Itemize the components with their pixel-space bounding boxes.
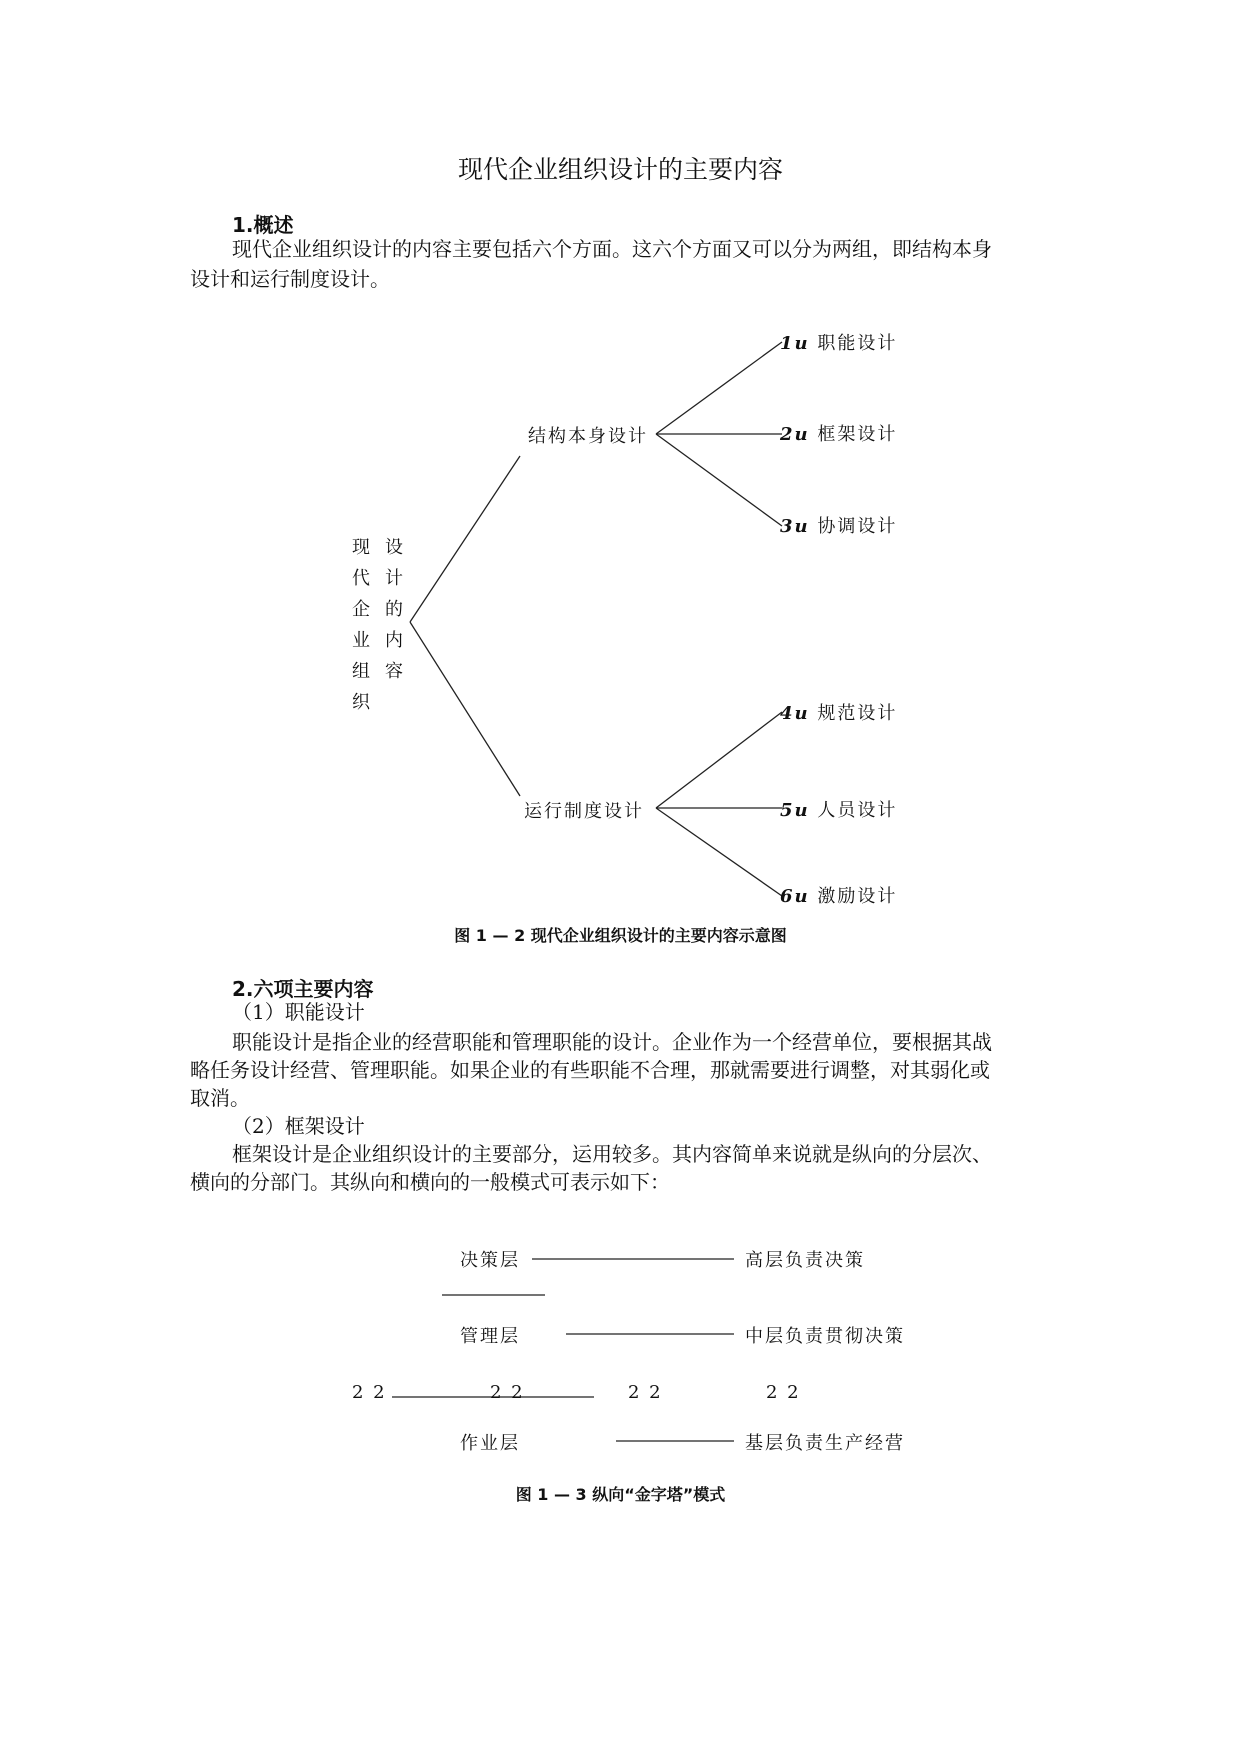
leaf-4 xyxy=(780,699,897,725)
upper-to-leaf1-line xyxy=(656,342,782,434)
section1-heading: 1.概述 xyxy=(232,213,294,237)
figure1-caption: 图 1 — 2 现代企业组织设计的主要内容示意图 xyxy=(454,926,787,945)
section1-paragraph-line1: 现代企业组织设计的内容主要包括六个方面。这六个方面又可以分为两组，即结构本身 xyxy=(232,237,992,261)
leaf-6 xyxy=(780,882,897,908)
section2-heading: 2.六项主要内容 xyxy=(232,977,374,1001)
root-label-col2: 设计的内容 xyxy=(385,537,403,682)
level-decision-desc: 高层负责决策 xyxy=(745,1250,865,1271)
root-to-upper-line xyxy=(410,456,520,622)
leaf-5-label: 人员设计 xyxy=(817,800,898,821)
leaf-3-label: 协调设计 xyxy=(817,516,898,537)
item1-line3: 取消。 xyxy=(190,1086,250,1110)
leaf-5-number: 5u xyxy=(780,800,810,821)
item1-line2: 略任务设计经营、管理职能。如果企业的有些职能不合理，那就需要进行调整，对其弱化或 xyxy=(190,1058,990,1082)
leaf-6-number: 6u xyxy=(780,886,810,907)
root-label-col1: 现代企业组织 xyxy=(352,537,370,713)
leaf-5 xyxy=(780,796,897,822)
leaf-4-number: 4u xyxy=(780,703,810,724)
pyramid-mark-2: 2 2 xyxy=(490,1382,525,1403)
leaf-6-label: 激励设计 xyxy=(817,886,898,907)
pyramid-mark-4: 2 2 xyxy=(766,1382,801,1403)
leaf-1 xyxy=(780,329,897,355)
level-management-desc: 中层负责贯彻决策 xyxy=(745,1326,905,1347)
item2-title: （2）框架设计 xyxy=(232,1114,365,1138)
pyramid-mark-1: 2 2 xyxy=(352,1382,387,1403)
leaf-3 xyxy=(780,512,897,538)
leaf-2 xyxy=(780,420,897,446)
upper-to-leaf3-line xyxy=(656,434,782,526)
item2-line2: 横向的分部门。其纵向和横向的一般模式可表示如下： xyxy=(190,1170,670,1194)
leaf-2-label: 框架设计 xyxy=(817,424,898,445)
root-to-lower-line xyxy=(410,622,520,796)
level-operation-desc: 基层负责生产经营 xyxy=(745,1433,905,1454)
section1-paragraph-line2: 设计和运行制度设计。 xyxy=(190,267,390,291)
branch-upper-label: 结构本身设计 xyxy=(528,426,648,447)
level-decision: 决策层 xyxy=(460,1250,520,1271)
figure2-caption: 图 1 — 3 纵向“金字塔”模式 xyxy=(515,1485,726,1504)
branch-lower-label: 运行制度设计 xyxy=(524,801,644,822)
leaf-1-label: 职能设计 xyxy=(817,333,898,354)
leaf-1-number: 1u xyxy=(780,333,810,354)
item2-line1: 框架设计是企业组织设计的主要部分，运用较多。其内容简单来说就是纵向的分层次、 xyxy=(232,1142,992,1166)
item1-title: （1）职能设计 xyxy=(232,1000,365,1024)
leaf-2-number: 2u xyxy=(780,424,810,445)
page-title: 现代企业组织设计的主要内容 xyxy=(457,155,783,184)
item1-line1: 职能设计是指企业的经营职能和管理职能的设计。企业作为一个经营单位，要根据其战 xyxy=(232,1030,992,1054)
pyramid-mark-3: 2 2 xyxy=(628,1382,663,1403)
leaf-4-label: 规范设计 xyxy=(817,703,898,724)
level-management: 管理层 xyxy=(460,1326,520,1347)
lower-to-leaf6-line xyxy=(656,808,782,896)
leaf-3-number: 3u xyxy=(780,516,810,537)
level-operation: 作业层 xyxy=(460,1433,520,1454)
lower-to-leaf4-line xyxy=(656,712,782,808)
